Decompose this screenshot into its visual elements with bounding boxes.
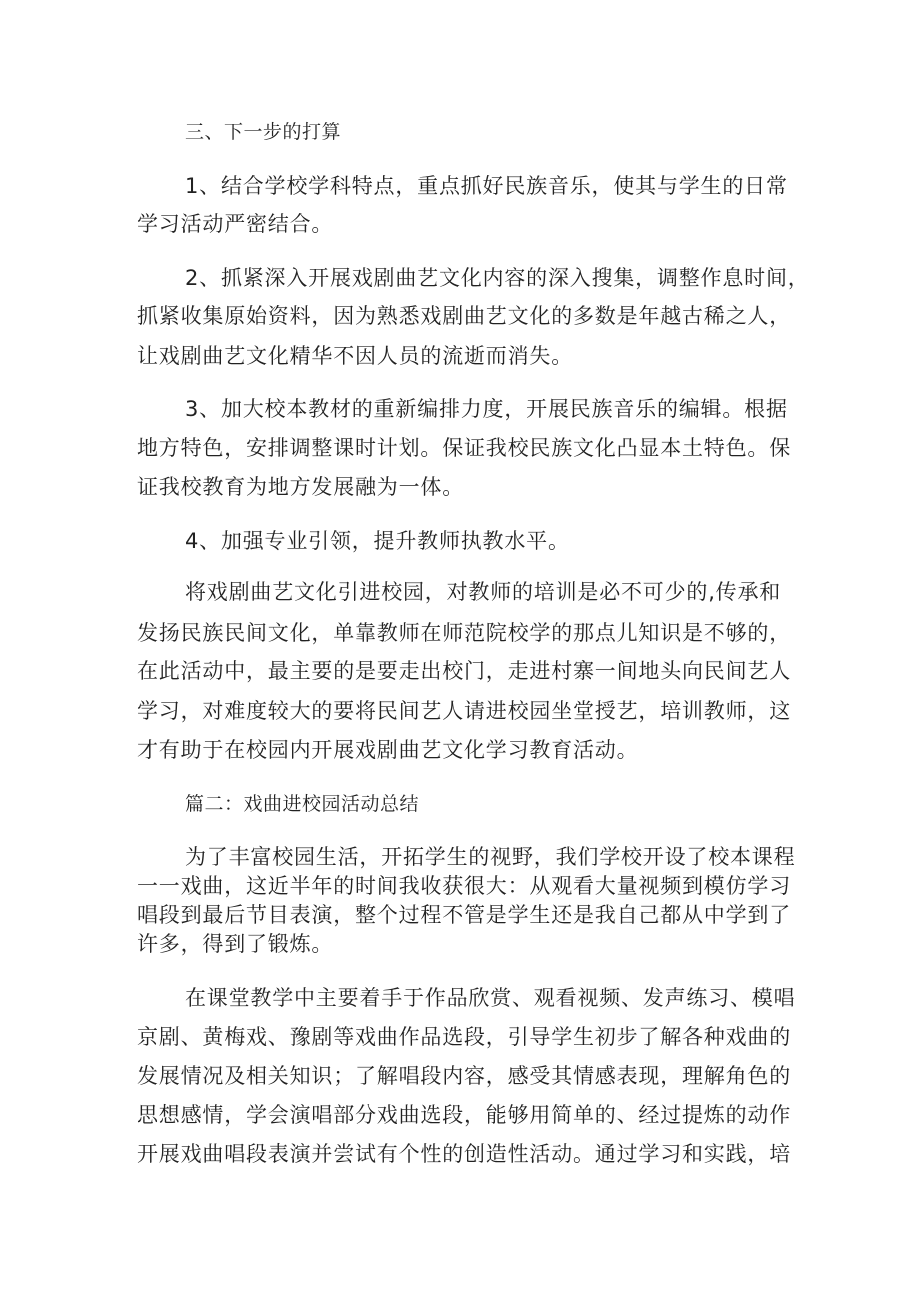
paragraph-line: 3、加大校本教材的重新编排力度，开展民族音乐的编辑。根据 bbox=[185, 397, 788, 421]
paragraph-line: 在课堂教学中主要着手于作品欣赏、观看视频、发声练习、模唱 bbox=[185, 986, 796, 1010]
paragraph-line: 将戏剧曲艺文化引进校园，对教师的培训是必不可少的,传承和 bbox=[185, 580, 782, 604]
paragraph-line: 学习，对难度较大的要将民间艺人请进校园坐堂授艺，培训教师，这 bbox=[137, 699, 791, 723]
paragraph-line: 发扬民族民间文化，单靠教师在师范院校学的那点儿知识是不够的， bbox=[137, 621, 791, 645]
paragraph-line: 在此活动中，最主要的是要走出校门，走进村寨一间地头向民间艺人 bbox=[137, 659, 791, 683]
part-two-heading: 篇二：戏曲进校园活动总结 bbox=[185, 793, 420, 815]
paragraph-line: 学习活动严密结合。 bbox=[137, 212, 334, 236]
paragraph-line: 唱段到最后节目表演，整个过程不管是学生还是我自己都从中学到了 bbox=[137, 903, 791, 927]
paragraph-line: 许多，得到了锻炼。 bbox=[137, 932, 334, 956]
paragraph-line: 地方特色，安排调整课时计划。保证我校民族文化凸显本土特色。保 bbox=[137, 436, 791, 460]
paragraph-line: 发展情况及相关知识；了解唱段内容，感受其情感表现，理解角色的 bbox=[137, 1064, 791, 1088]
paragraph-line: 为了丰富校园生活，开拓学生的视野，我们学校开设了校本课程 bbox=[185, 845, 796, 869]
paragraph-line: 才有助于在校园内开展戏剧曲艺文化学习教育活动。 bbox=[137, 738, 639, 762]
paragraph-line: 思想感情，学会演唱部分戏曲选段，能够用简单的、经过提炼的动作 bbox=[137, 1103, 791, 1127]
paragraph-line: 1、结合学校学科特点，重点抓好民族音乐，使其与学生的日常 bbox=[185, 174, 788, 198]
section-heading: 三、下一步的打算 bbox=[185, 121, 342, 143]
paragraph-line: 京剧、黄梅戏、豫剧等戏曲作品选段，引导学生初步了解各种戏曲的 bbox=[137, 1025, 791, 1049]
paragraph-line: 让戏剧曲艺文化精华不因人员的流逝而消失。 bbox=[137, 344, 573, 368]
paragraph-line: 证我校教育为地方发展融为一体。 bbox=[137, 475, 464, 499]
paragraph-line: 抓紧收集原始资料，因为熟悉戏剧曲艺文化的多数是年越古稀之人， bbox=[137, 304, 791, 328]
paragraph-line: 一一戏曲，这近半年的时间我收获很大：从观看大量视频到模仿学习 bbox=[137, 874, 791, 898]
paragraph-line: 开展戏曲唱段表演并尝试有个性的创造性活动。通过学习和实践，培 bbox=[137, 1142, 791, 1166]
paragraph-line: 4、加强专业引领，提升教师执教水平。 bbox=[185, 529, 570, 553]
paragraph-line: 2、抓紧深入开展戏剧曲艺文化内容的深入搜集，调整作息时间， bbox=[185, 266, 810, 290]
